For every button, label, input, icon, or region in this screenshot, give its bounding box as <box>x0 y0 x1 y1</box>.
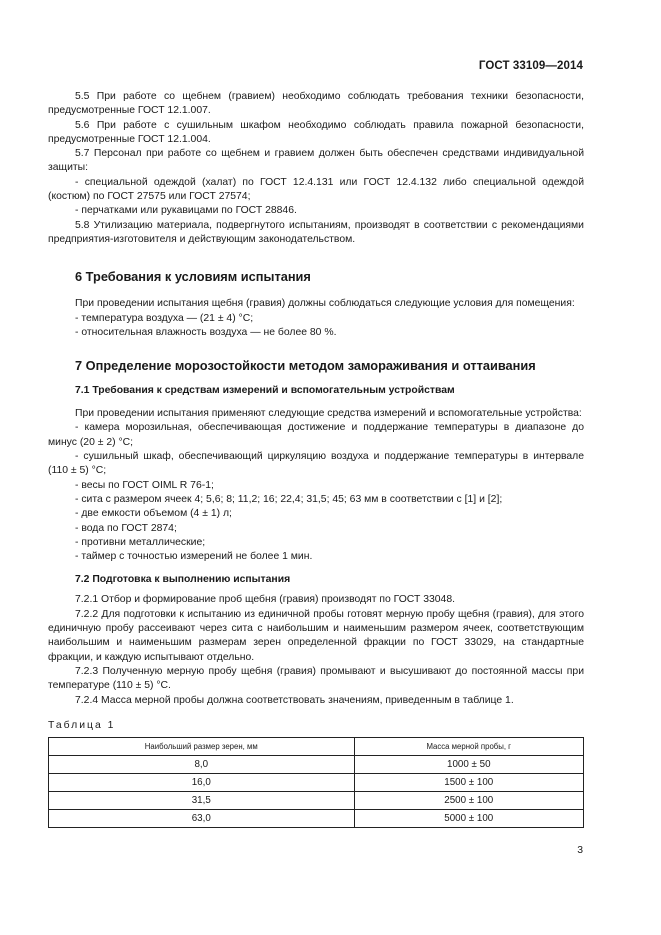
table-row <box>49 755 584 773</box>
list-item: - весы по ГОСТ OIML R 76-1; <box>75 479 214 491</box>
list-item: - две емкости объемом (4 ± 1) л; <box>75 508 232 520</box>
paragraph-5-6: 5.6 При работе с сушильным шкафом необходимо соблюдать правила пожарной безопасности, предусмотренные ГОСТ 12.1.004. <box>48 119 584 145</box>
table-1 <box>48 737 584 828</box>
list-item: - сушильный шкаф, обеспечивающий циркуляцию воздуха и поддержание температуры в интервале (110 ± 5) °С; <box>48 451 584 477</box>
subsection-7-1-intro: При проведении испытания применяют следующие средства измерений и вспомогательные устройства: <box>75 408 582 420</box>
table-caption: Таблица 1 <box>48 719 116 731</box>
list-item: - специальной одеждой (халат) по ГОСТ 12.4.131 или ГОСТ 12.4.132 либо специальной одеждой (костюм) по ГОСТ 27575 или ГОСТ 27574; <box>48 176 584 203</box>
table-row <box>49 791 584 809</box>
document-number-header: ГОСТ 33109—2014 <box>478 60 583 72</box>
table-row <box>49 809 584 827</box>
sample-mass-cell: 5000 ± 100 <box>354 809 583 827</box>
list-item: - противни металлические; <box>75 536 206 548</box>
paragraph-5-7: 5.7 Персонал при работе со щебнем и гравием должен быть обеспечен средствами индивидуальной защиты: <box>48 148 584 174</box>
grain-size-cell: 63,0 <box>49 809 355 827</box>
grain-size-cell: 8,0 <box>49 755 355 773</box>
list-item: - относительная влажность воздуха — не более 80 %. <box>75 326 337 338</box>
list-item: - сита с размером ячеек 4; 5,6; 8; 11,2; 16; 22,4; 31,5; 45; 63 мм в соответствии с [1] и [2]; <box>75 493 503 505</box>
column-header-sample-mass: Масса мерной пробы, г <box>354 737 583 755</box>
paragraph-7-2-1: 7.2.1 Отбор и формирование проб щебня (гравия) производят по ГОСТ 33048. <box>75 594 455 606</box>
paragraph-5-5: 5.5 При работе со щебнем (гравием) необходимо соблюдать требования техники безопасности, предусмотренные ГОСТ 12.1.007. <box>48 91 584 117</box>
section-6-heading: 6 Требования к условиям испытания <box>75 269 311 285</box>
paragraph-5-8: 5.8 Утилизацию материала, подвергнутого испытаниям, производят в соответствии с рекомендациями предприятия-изготовителя и действующим законодательством. <box>48 219 584 245</box>
list-item: - камера морозильная, обеспечивающая достижение и поддержание температуры в диапазоне до минус (20 ± 2) °С; <box>48 422 584 448</box>
section-7-heading: 7 Определение морозостойкости методом замораживания и оттаивания <box>75 358 536 374</box>
section-6-intro: При проведении испытания щебня (гравия) должны соблюдаться следующие условия для помещения: <box>75 298 575 310</box>
list-item: - перчатками или рукавицами по ГОСТ 28846. <box>75 205 297 217</box>
page-number: 3 <box>577 845 583 856</box>
table-row <box>49 773 584 791</box>
page-content <box>48 90 584 828</box>
grain-size-cell: 16,0 <box>49 773 355 791</box>
sample-mass-cell: 1000 ± 50 <box>354 755 583 773</box>
paragraph-7-2-3: 7.2.3 Полученную мерную пробу щебня (гравия) промывают и высушивают до постоянной массы при температуре (110 ± 5) °С. <box>48 665 584 692</box>
subsection-7-2-heading: 7.2 Подготовка к выполнению испытания <box>75 574 291 586</box>
list-item: - таймер с точностью измерений не более 1 мин. <box>75 551 313 563</box>
list-item: - температура воздуха — (21 ± 4) °С; <box>75 312 254 324</box>
paragraph-7-2-2: 7.2.2 Для подготовки к испытанию из единичной пробы готовят мерную пробу щебня (гравия), для этого единичную пробу рассеивают через сита с наибольшим и наименьшим размером ячеек, соответствующим наибольшим и наименьшим размерам зерен определенной фракции по ГОСТ 33029, на стандартные фракции, и каждую испытывают отдельно. <box>48 608 584 663</box>
column-header-grain-size: Наибольший размер зерен, мм <box>49 737 355 755</box>
sample-mass-cell: 2500 ± 100 <box>354 791 583 809</box>
sample-mass-cell: 1500 ± 100 <box>354 773 583 791</box>
list-item: - вода по ГОСТ 2874; <box>75 522 177 534</box>
paragraph-7-2-4: 7.2.4 Масса мерной пробы должна соответствовать значениям, приведенным в таблице 1. <box>75 694 514 706</box>
subsection-7-1-heading: 7.1 Требования к средствам измерений и вспомогательным устройствам <box>75 385 455 397</box>
grain-size-cell: 31,5 <box>49 791 355 809</box>
table-header-row <box>49 737 584 755</box>
